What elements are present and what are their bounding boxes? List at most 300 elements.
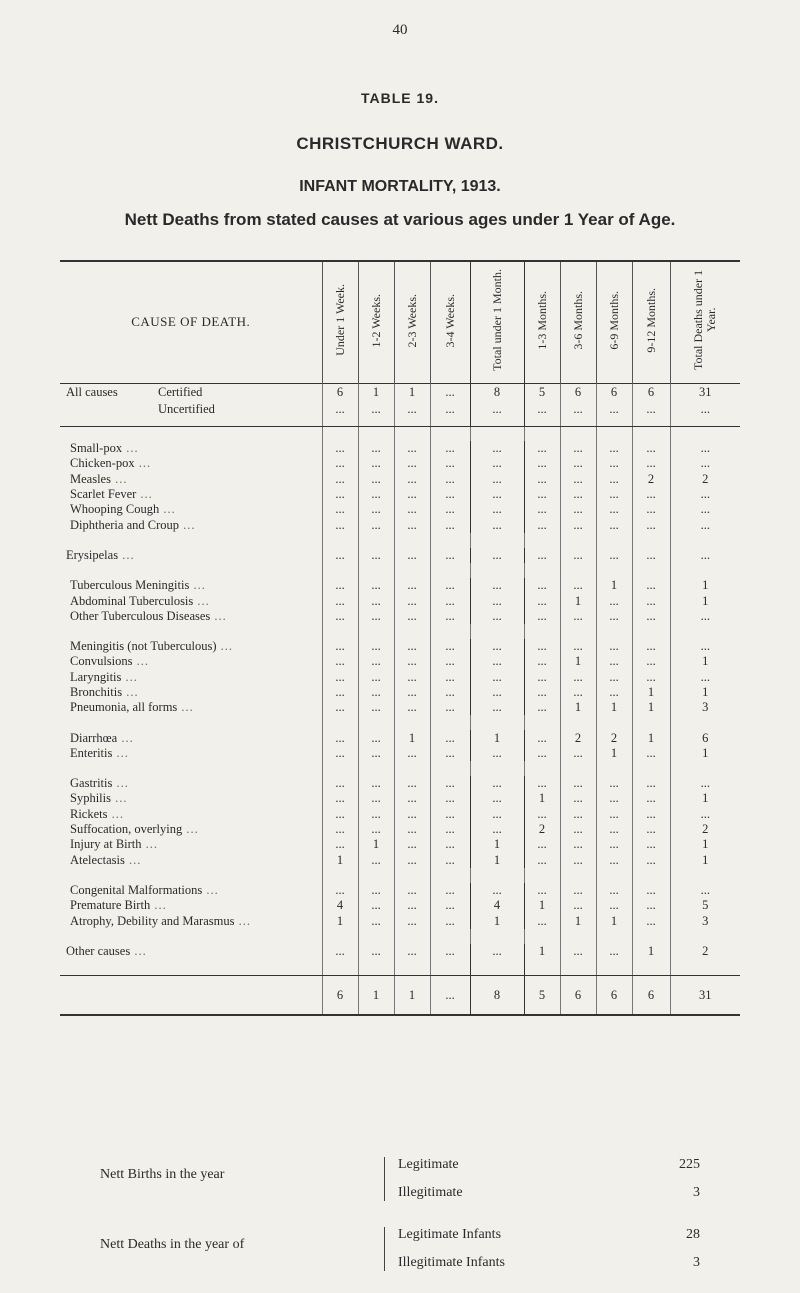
spacer-cell <box>470 868 524 883</box>
spacer-cell <box>430 426 470 441</box>
spacer-cell <box>60 624 322 639</box>
spacer-cell <box>470 533 524 548</box>
value-cell: ... <box>632 853 670 868</box>
value-cell: ... <box>358 456 394 471</box>
spacer-cell <box>430 761 470 776</box>
value-cell: 1 <box>670 791 740 806</box>
value-cell: ... <box>524 807 560 822</box>
leader-dots: ... <box>111 791 128 806</box>
spacer-cell <box>560 959 596 976</box>
value-cell: ... <box>430 654 470 669</box>
column-header-label: 1-3 Months. <box>534 290 549 350</box>
value-cell: ... <box>394 441 430 456</box>
value-cell: ... <box>322 807 358 822</box>
value-cell: 1 <box>524 944 560 959</box>
value-cell: ... <box>524 913 560 928</box>
value-cell: ... <box>632 502 670 517</box>
spacer-row <box>60 959 740 976</box>
value-cell: ... <box>430 593 470 608</box>
value-cell: ... <box>358 487 394 502</box>
value-cell: ... <box>394 853 430 868</box>
value-cell: ... <box>632 791 670 806</box>
cause-cell <box>60 791 322 806</box>
value-cell: ... <box>322 837 358 852</box>
spacer-cell <box>524 624 560 639</box>
cause-label: Diphtheria and Croup <box>70 517 180 532</box>
value-cell: ... <box>524 517 560 532</box>
value-cell: ... <box>470 441 524 456</box>
spacer-cell <box>670 624 740 639</box>
value-cell: 1 <box>524 898 560 913</box>
spacer-cell <box>670 533 740 548</box>
value-cell: ... <box>632 578 670 593</box>
spacer-cell <box>560 533 596 548</box>
value-cell: ... <box>632 456 670 471</box>
spacer-cell <box>358 418 394 427</box>
column-header <box>670 261 740 383</box>
value-cell: ... <box>470 944 524 959</box>
leader-dots: ... <box>182 822 199 837</box>
column-header <box>430 261 470 383</box>
cause-label: Convulsions <box>70 654 133 669</box>
value-cell: ... <box>670 487 740 502</box>
cause-cell <box>60 730 322 745</box>
value-cell: ... <box>394 639 430 654</box>
value-cell: ... <box>524 746 560 761</box>
spacer-cell <box>632 563 670 578</box>
value-cell: 1 <box>670 746 740 761</box>
leader-dots: ... <box>112 776 129 791</box>
value-cell: ... <box>430 502 470 517</box>
value-cell: 2 <box>670 472 740 487</box>
spacer-cell <box>524 533 560 548</box>
value-cell: 4 <box>322 898 358 913</box>
spacer-cell <box>632 761 670 776</box>
cause-cell <box>60 837 322 852</box>
value-cell: ... <box>632 776 670 791</box>
value-cell: ... <box>322 883 358 898</box>
table-row <box>60 807 740 822</box>
value-cell: ... <box>322 502 358 517</box>
value-cell: ... <box>596 670 632 685</box>
value-cell: 1 <box>322 913 358 928</box>
spacer-cell <box>358 761 394 776</box>
value-cell: ... <box>430 853 470 868</box>
leader-dots: ... <box>234 913 251 928</box>
legitimate-births-label: Legitimate <box>398 1157 459 1172</box>
value-cell: 5 <box>670 898 740 913</box>
value-cell: ... <box>560 548 596 563</box>
table-row <box>60 746 740 761</box>
value-cell: 1 <box>560 593 596 608</box>
value-cell: ... <box>358 441 394 456</box>
column-header-label: 1-2 Weeks. <box>368 293 383 347</box>
value-cell: ... <box>430 944 470 959</box>
mortality-table <box>60 260 740 1016</box>
spacer-cell <box>430 715 470 730</box>
value-cell: ... <box>470 883 524 898</box>
cause-label: Meningitis (not Tuberculous) <box>70 639 217 654</box>
value-cell: 1 <box>670 654 740 669</box>
value-cell: ... <box>470 746 524 761</box>
value-cell: 1 <box>596 913 632 928</box>
value-cell: 31 <box>670 976 740 1016</box>
cause-label: Abdominal Tuberculosis <box>70 593 194 608</box>
cause-label: Laryngitis <box>70 669 122 684</box>
spacer-cell <box>560 929 596 944</box>
cause-label: Enteritis <box>70 745 113 760</box>
value-cell: ... <box>394 401 430 418</box>
leader-dots: ... <box>179 517 196 532</box>
value-cell: 6 <box>596 976 632 1016</box>
table-row <box>60 517 740 532</box>
column-header-label: 3-6 Months. <box>570 290 585 350</box>
cause-cell <box>60 487 322 502</box>
cause-cell <box>60 944 322 959</box>
leader-dots: ... <box>112 745 129 760</box>
column-header <box>394 261 430 383</box>
value-cell: ... <box>596 472 632 487</box>
value-cell: ... <box>670 502 740 517</box>
table-row <box>60 578 740 593</box>
value-cell: ... <box>430 685 470 700</box>
value-cell: ... <box>560 639 596 654</box>
cause-cell <box>60 883 322 898</box>
value-cell: ... <box>560 401 596 418</box>
column-header <box>596 261 632 383</box>
value-cell: ... <box>560 456 596 471</box>
column-header-label: Under 1 Week. <box>332 284 347 357</box>
value-cell: ... <box>632 441 670 456</box>
value-cell: ... <box>394 913 430 928</box>
nett-deaths-label: Nett Deaths in the year of <box>100 1237 245 1252</box>
table-row <box>60 472 740 487</box>
value-cell: ... <box>632 746 670 761</box>
legitimate-births-value: 225 <box>679 1157 700 1172</box>
leader-dots: ... <box>202 882 219 897</box>
value-cell: 1 <box>358 976 394 1016</box>
spacer-cell <box>430 418 470 427</box>
spacer-cell <box>358 624 394 639</box>
value-cell: ... <box>524 456 560 471</box>
value-cell: ... <box>524 700 560 715</box>
value-cell: ... <box>632 609 670 624</box>
value-cell: 1 <box>632 685 670 700</box>
table-label: TABLE 19. <box>361 90 439 106</box>
value-cell: ... <box>430 913 470 928</box>
value-cell: ... <box>322 472 358 487</box>
value-cell: ... <box>430 401 470 418</box>
value-cell: ... <box>560 776 596 791</box>
value-cell: ... <box>596 609 632 624</box>
table-row <box>60 700 740 715</box>
spacer-cell <box>596 624 632 639</box>
value-cell: 6 <box>322 383 358 401</box>
cause-cell <box>60 776 322 791</box>
value-cell: 3 <box>670 700 740 715</box>
value-cell: ... <box>596 685 632 700</box>
leader-dots: ... <box>122 685 139 699</box>
cause-label: Gastritis <box>70 776 113 791</box>
spacer-cell <box>524 563 560 578</box>
value-cell: ... <box>322 730 358 745</box>
spacer-cell <box>394 761 430 776</box>
value-cell: ... <box>596 791 632 806</box>
spacer-cell <box>596 959 632 976</box>
cause-cell <box>60 383 322 401</box>
value-cell: 5 <box>524 976 560 1016</box>
spacer-cell <box>470 426 524 441</box>
value-cell: 6 <box>596 383 632 401</box>
value-cell: ... <box>430 517 470 532</box>
leader-dots: ... <box>107 806 124 821</box>
value-cell: ... <box>670 883 740 898</box>
spacer-cell <box>470 418 524 427</box>
value-cell: ... <box>394 822 430 837</box>
cause-cell <box>60 593 322 608</box>
spacer-cell <box>524 715 560 730</box>
spacer-cell <box>670 426 740 441</box>
spacer-cell <box>60 929 322 944</box>
value-cell: ... <box>358 853 394 868</box>
value-cell: ... <box>524 730 560 745</box>
value-cell: ... <box>670 776 740 791</box>
cause-cell <box>60 472 322 487</box>
all-causes-row <box>60 383 740 401</box>
value-cell: ... <box>322 548 358 563</box>
leader-dots: ... <box>124 852 142 867</box>
spacer-cell <box>470 929 524 944</box>
value-cell: ... <box>632 670 670 685</box>
table-row <box>60 853 740 868</box>
all-causes-sublabel: Uncertified <box>158 401 215 416</box>
leader-dots: ... <box>121 669 138 684</box>
spacer-cell <box>670 761 740 776</box>
spacer-cell <box>322 761 358 776</box>
leader-dots: ... <box>130 943 147 958</box>
value-cell: 1 <box>632 730 670 745</box>
value-cell: ... <box>560 746 596 761</box>
table-row <box>60 639 740 654</box>
cause-label: Congenital Malformations <box>70 882 203 897</box>
value-cell: ... <box>430 807 470 822</box>
table-row <box>60 944 740 959</box>
leader-dots: ... <box>177 700 194 715</box>
column-header <box>560 261 596 383</box>
value-cell: ... <box>596 837 632 852</box>
value-cell: ... <box>560 822 596 837</box>
table-row <box>60 913 740 928</box>
spacer-row <box>60 929 740 944</box>
value-cell: ... <box>670 639 740 654</box>
spacer-cell <box>394 563 430 578</box>
spacer-cell <box>394 959 430 976</box>
value-cell: ... <box>430 441 470 456</box>
spacer-cell <box>470 959 524 976</box>
spacer-cell <box>430 868 470 883</box>
value-cell: ... <box>524 685 560 700</box>
value-cell: 1 <box>358 837 394 852</box>
value-cell: ... <box>430 383 470 401</box>
value-cell: ... <box>524 502 560 517</box>
value-cell: 1 <box>596 746 632 761</box>
value-cell: ... <box>524 472 560 487</box>
brace <box>384 1227 393 1271</box>
value-cell: 1 <box>670 593 740 608</box>
cause-column-header: CAUSE OF DEATH. <box>131 314 251 330</box>
value-cell: ... <box>560 853 596 868</box>
cause-cell <box>60 548 322 563</box>
spacer-cell <box>632 868 670 883</box>
spacer-cell <box>358 715 394 730</box>
leader-dots: ... <box>118 547 135 562</box>
cause-label: Tuberculous Meningitis <box>70 578 190 593</box>
value-cell: ... <box>394 670 430 685</box>
spacer-cell <box>430 929 470 944</box>
column-header-label: Total under 1 Month. <box>489 269 504 372</box>
value-cell: ... <box>322 670 358 685</box>
table-row <box>60 837 740 852</box>
value-cell: ... <box>358 883 394 898</box>
value-cell: ... <box>596 898 632 913</box>
spacer-cell <box>394 624 430 639</box>
spacer-cell <box>394 426 430 441</box>
spacer-cell <box>596 418 632 427</box>
value-cell: ... <box>430 822 470 837</box>
spacer-row <box>60 715 740 730</box>
cause-label: Scarlet Fever <box>70 487 137 502</box>
leader-dots: ... <box>189 578 206 593</box>
spacer-cell <box>322 624 358 639</box>
value-cell: ... <box>394 578 430 593</box>
value-cell: ... <box>632 883 670 898</box>
value-cell: ... <box>670 670 740 685</box>
legitimate-deaths-value: 28 <box>686 1227 700 1242</box>
spacer-cell <box>632 624 670 639</box>
value-cell: ... <box>524 548 560 563</box>
spacer-cell <box>358 426 394 441</box>
table-row <box>60 776 740 791</box>
value-cell: ... <box>358 700 394 715</box>
spacer-cell <box>60 959 322 976</box>
value-cell: 1 <box>470 853 524 868</box>
value-cell: 6 <box>560 383 596 401</box>
spacer-cell <box>430 959 470 976</box>
value-cell: ... <box>430 639 470 654</box>
spacer-cell <box>524 959 560 976</box>
value-cell: ... <box>470 472 524 487</box>
value-cell: 2 <box>670 822 740 837</box>
illegitimate-deaths-value: 3 <box>693 1255 700 1270</box>
value-cell: ... <box>394 944 430 959</box>
value-cell: ... <box>322 822 358 837</box>
leader-dots: ... <box>193 593 210 608</box>
spacer-cell <box>470 761 524 776</box>
table-body <box>60 383 740 1015</box>
spacer-row <box>60 418 740 427</box>
value-cell: 1 <box>358 383 394 401</box>
value-cell: ... <box>470 487 524 502</box>
value-cell: 2 <box>560 730 596 745</box>
table-row <box>60 685 740 700</box>
value-cell: ... <box>358 472 394 487</box>
spacer-cell <box>60 426 322 441</box>
column-header <box>322 261 358 383</box>
cause-label: Diarrhœa <box>70 730 118 745</box>
value-cell: ... <box>632 639 670 654</box>
value-cell: ... <box>358 898 394 913</box>
value-cell: ... <box>596 401 632 418</box>
value-cell: ... <box>322 456 358 471</box>
spacer-cell <box>632 929 670 944</box>
value-cell: ... <box>470 578 524 593</box>
cause-cell <box>60 670 322 685</box>
cause-label: Other Tuberculous Diseases <box>70 608 211 623</box>
spacer-cell <box>358 533 394 548</box>
spacer-cell <box>560 563 596 578</box>
value-cell: ... <box>322 791 358 806</box>
leader-dots: ... <box>117 730 134 745</box>
cause-cell <box>60 685 322 700</box>
spacer-cell <box>358 929 394 944</box>
value-cell: ... <box>322 685 358 700</box>
value-cell: ... <box>632 593 670 608</box>
nett-births-label: Nett Births in the year <box>100 1167 225 1182</box>
value-cell: ... <box>322 487 358 502</box>
value-cell: ... <box>596 883 632 898</box>
cause-cell <box>60 401 322 418</box>
report-title: INFANT MORTALITY, 1913. <box>299 178 501 195</box>
value-cell: ... <box>470 807 524 822</box>
value-cell: ... <box>670 401 740 418</box>
value-cell: ... <box>524 487 560 502</box>
value-cell: 1 <box>394 730 430 745</box>
value-cell: 8 <box>470 383 524 401</box>
value-cell: ... <box>470 401 524 418</box>
value-cell: ... <box>560 883 596 898</box>
value-cell: ... <box>394 472 430 487</box>
value-cell: ... <box>358 776 394 791</box>
value-cell: ... <box>394 502 430 517</box>
value-cell: ... <box>430 883 470 898</box>
value-cell: 1 <box>560 654 596 669</box>
spacer-cell <box>560 761 596 776</box>
value-cell: 1 <box>670 853 740 868</box>
spacer-cell <box>322 426 358 441</box>
leader-dots: ... <box>141 837 159 852</box>
table-row <box>60 822 740 837</box>
spacer-cell <box>322 533 358 548</box>
value-cell: ... <box>632 517 670 532</box>
column-header <box>358 261 394 383</box>
spacer-row <box>60 533 740 548</box>
value-cell: 1 <box>470 730 524 745</box>
spacer-row <box>60 868 740 883</box>
leader-dots: ... <box>132 654 150 669</box>
cause-cell <box>60 700 322 715</box>
cause-cell <box>60 517 322 532</box>
spacer-cell <box>632 418 670 427</box>
value-cell: 1 <box>524 791 560 806</box>
value-cell: ... <box>430 700 470 715</box>
value-cell: 31 <box>670 383 740 401</box>
spacer-cell <box>670 715 740 730</box>
value-cell: ... <box>430 746 470 761</box>
spacer-cell <box>60 868 322 883</box>
cause-label: Injury at Birth <box>70 837 142 852</box>
value-cell: ... <box>322 700 358 715</box>
cause-label: Erysipelas <box>66 547 119 562</box>
